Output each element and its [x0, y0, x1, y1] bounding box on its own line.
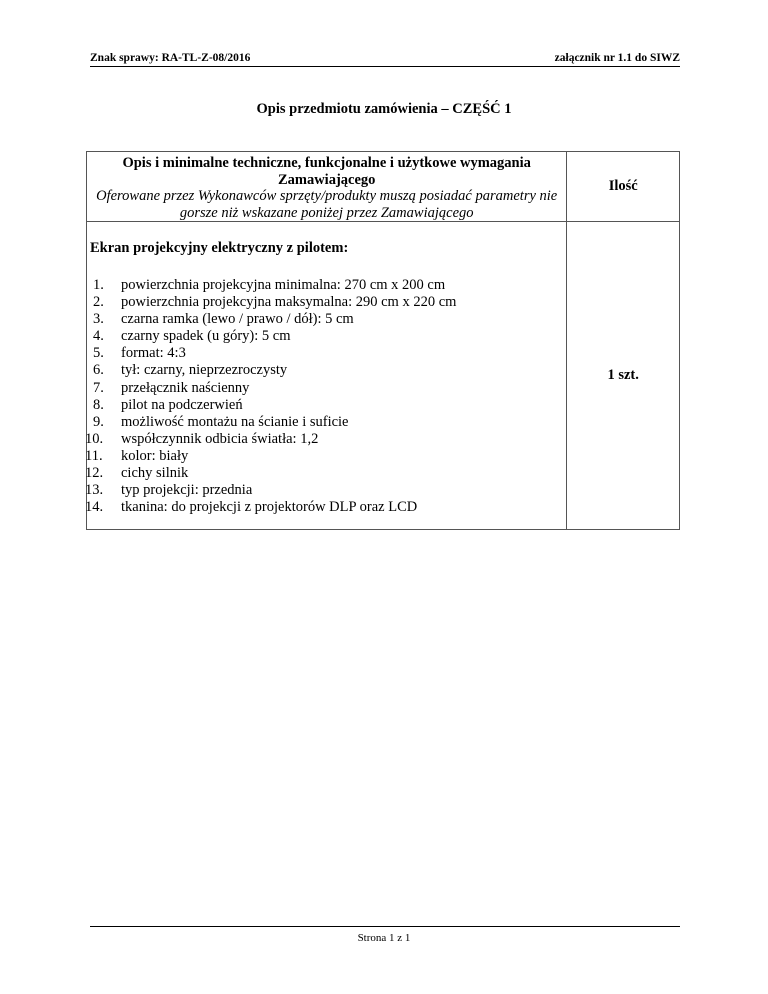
list-item-number: 1.: [93, 277, 104, 293]
list-item-text: przełącznik naścienny: [121, 379, 250, 396]
list-item: [90, 362, 566, 379]
page-header: [90, 52, 680, 67]
page-number: Strona 1 z 1: [357, 932, 411, 944]
list-item: [90, 345, 566, 362]
list-item-text: format: 4:3: [121, 345, 186, 362]
table-header-row: [87, 152, 680, 222]
header-description-cell: [87, 152, 567, 222]
list-item-text: powierzchnia projekcyjna maksymalna: 290 cm x 220 cm: [121, 294, 457, 311]
list-item: [85, 430, 566, 448]
list-item: [90, 294, 566, 311]
list-item: [85, 447, 566, 465]
list-item-text: tkanina: do projekcji z projektorów DLP oraz LCD: [121, 499, 418, 516]
list-item: [90, 311, 566, 328]
table-row: [87, 222, 680, 530]
list-item-text: czarny spadek (u góry): 5 cm: [121, 328, 291, 345]
list-item-text: tył: czarny, nieprzezroczysty: [121, 362, 288, 379]
list-item-number: 8.: [93, 396, 104, 413]
case-number: Znak sprawy: RA-TL-Z-08/2016: [90, 52, 251, 64]
list-item-number: 2.: [93, 294, 104, 311]
list-item-text: kolor: biały: [121, 447, 189, 464]
list-item-number: 12.: [85, 465, 104, 482]
list-item: [85, 499, 566, 516]
list-item-number: 6.: [93, 362, 104, 379]
list-item: [85, 465, 566, 482]
list-item: [90, 414, 566, 431]
list-item-number: 13.: [85, 482, 104, 499]
footer-divider: [90, 926, 680, 927]
list-item-text: współczynnik odbicia światła: 1,2: [121, 430, 319, 447]
list-item-number: 4.: [93, 328, 104, 345]
list-item: [90, 380, 566, 397]
product-title: Ekran projekcyjny elektryczny z pilotem:: [90, 240, 349, 256]
list-item-number: 10.: [85, 430, 104, 447]
list-item-text: cichy silnik: [121, 465, 189, 482]
list-item-text: pilot na podczerwień: [121, 396, 243, 413]
list-item: [90, 328, 566, 345]
list-item-number: 14.: [85, 499, 104, 516]
list-item-number: 5.: [93, 345, 104, 362]
list-item-text: możliwość montażu na ścianie i suficie: [121, 413, 349, 430]
list-item-number: 7.: [93, 379, 104, 396]
specification-table: [86, 151, 680, 530]
list-item: [90, 277, 566, 294]
list-item-text: czarna ramka (lewo / prawo / dół): 5 cm: [121, 311, 354, 328]
product-quantity: 1 szt.: [567, 222, 680, 530]
list-item-number: 3.: [93, 311, 104, 328]
attachment-label: załącznik nr 1.1 do SIWZ: [554, 52, 680, 64]
list-item: [90, 397, 566, 414]
product-description-cell: [87, 222, 567, 530]
requirements-note: Oferowane przez Wykonawców sprzęty/produkty muszą posiadać parametry nie gorsze niż wskazane poniżej przez Zamawiającego: [96, 188, 558, 221]
requirements-list: [85, 277, 566, 516]
list-item-text: typ projekcji: przednia: [121, 482, 253, 499]
list-item-number: 11.: [85, 447, 103, 464]
requirements-heading: Opis i minimalne techniczne, funkcjonalne i użytkowe wymagania Zamawiającego: [122, 155, 531, 188]
list-item: [85, 482, 566, 499]
document-title: Opis przedmiotu zamówienia – CZĘŚĆ 1: [256, 101, 512, 117]
list-item-text: powierzchnia projekcyjna minimalna: 270 cm x 200 cm: [121, 277, 446, 293]
header-quantity-cell: Ilość: [567, 152, 680, 222]
list-item-number: 9.: [93, 413, 104, 430]
